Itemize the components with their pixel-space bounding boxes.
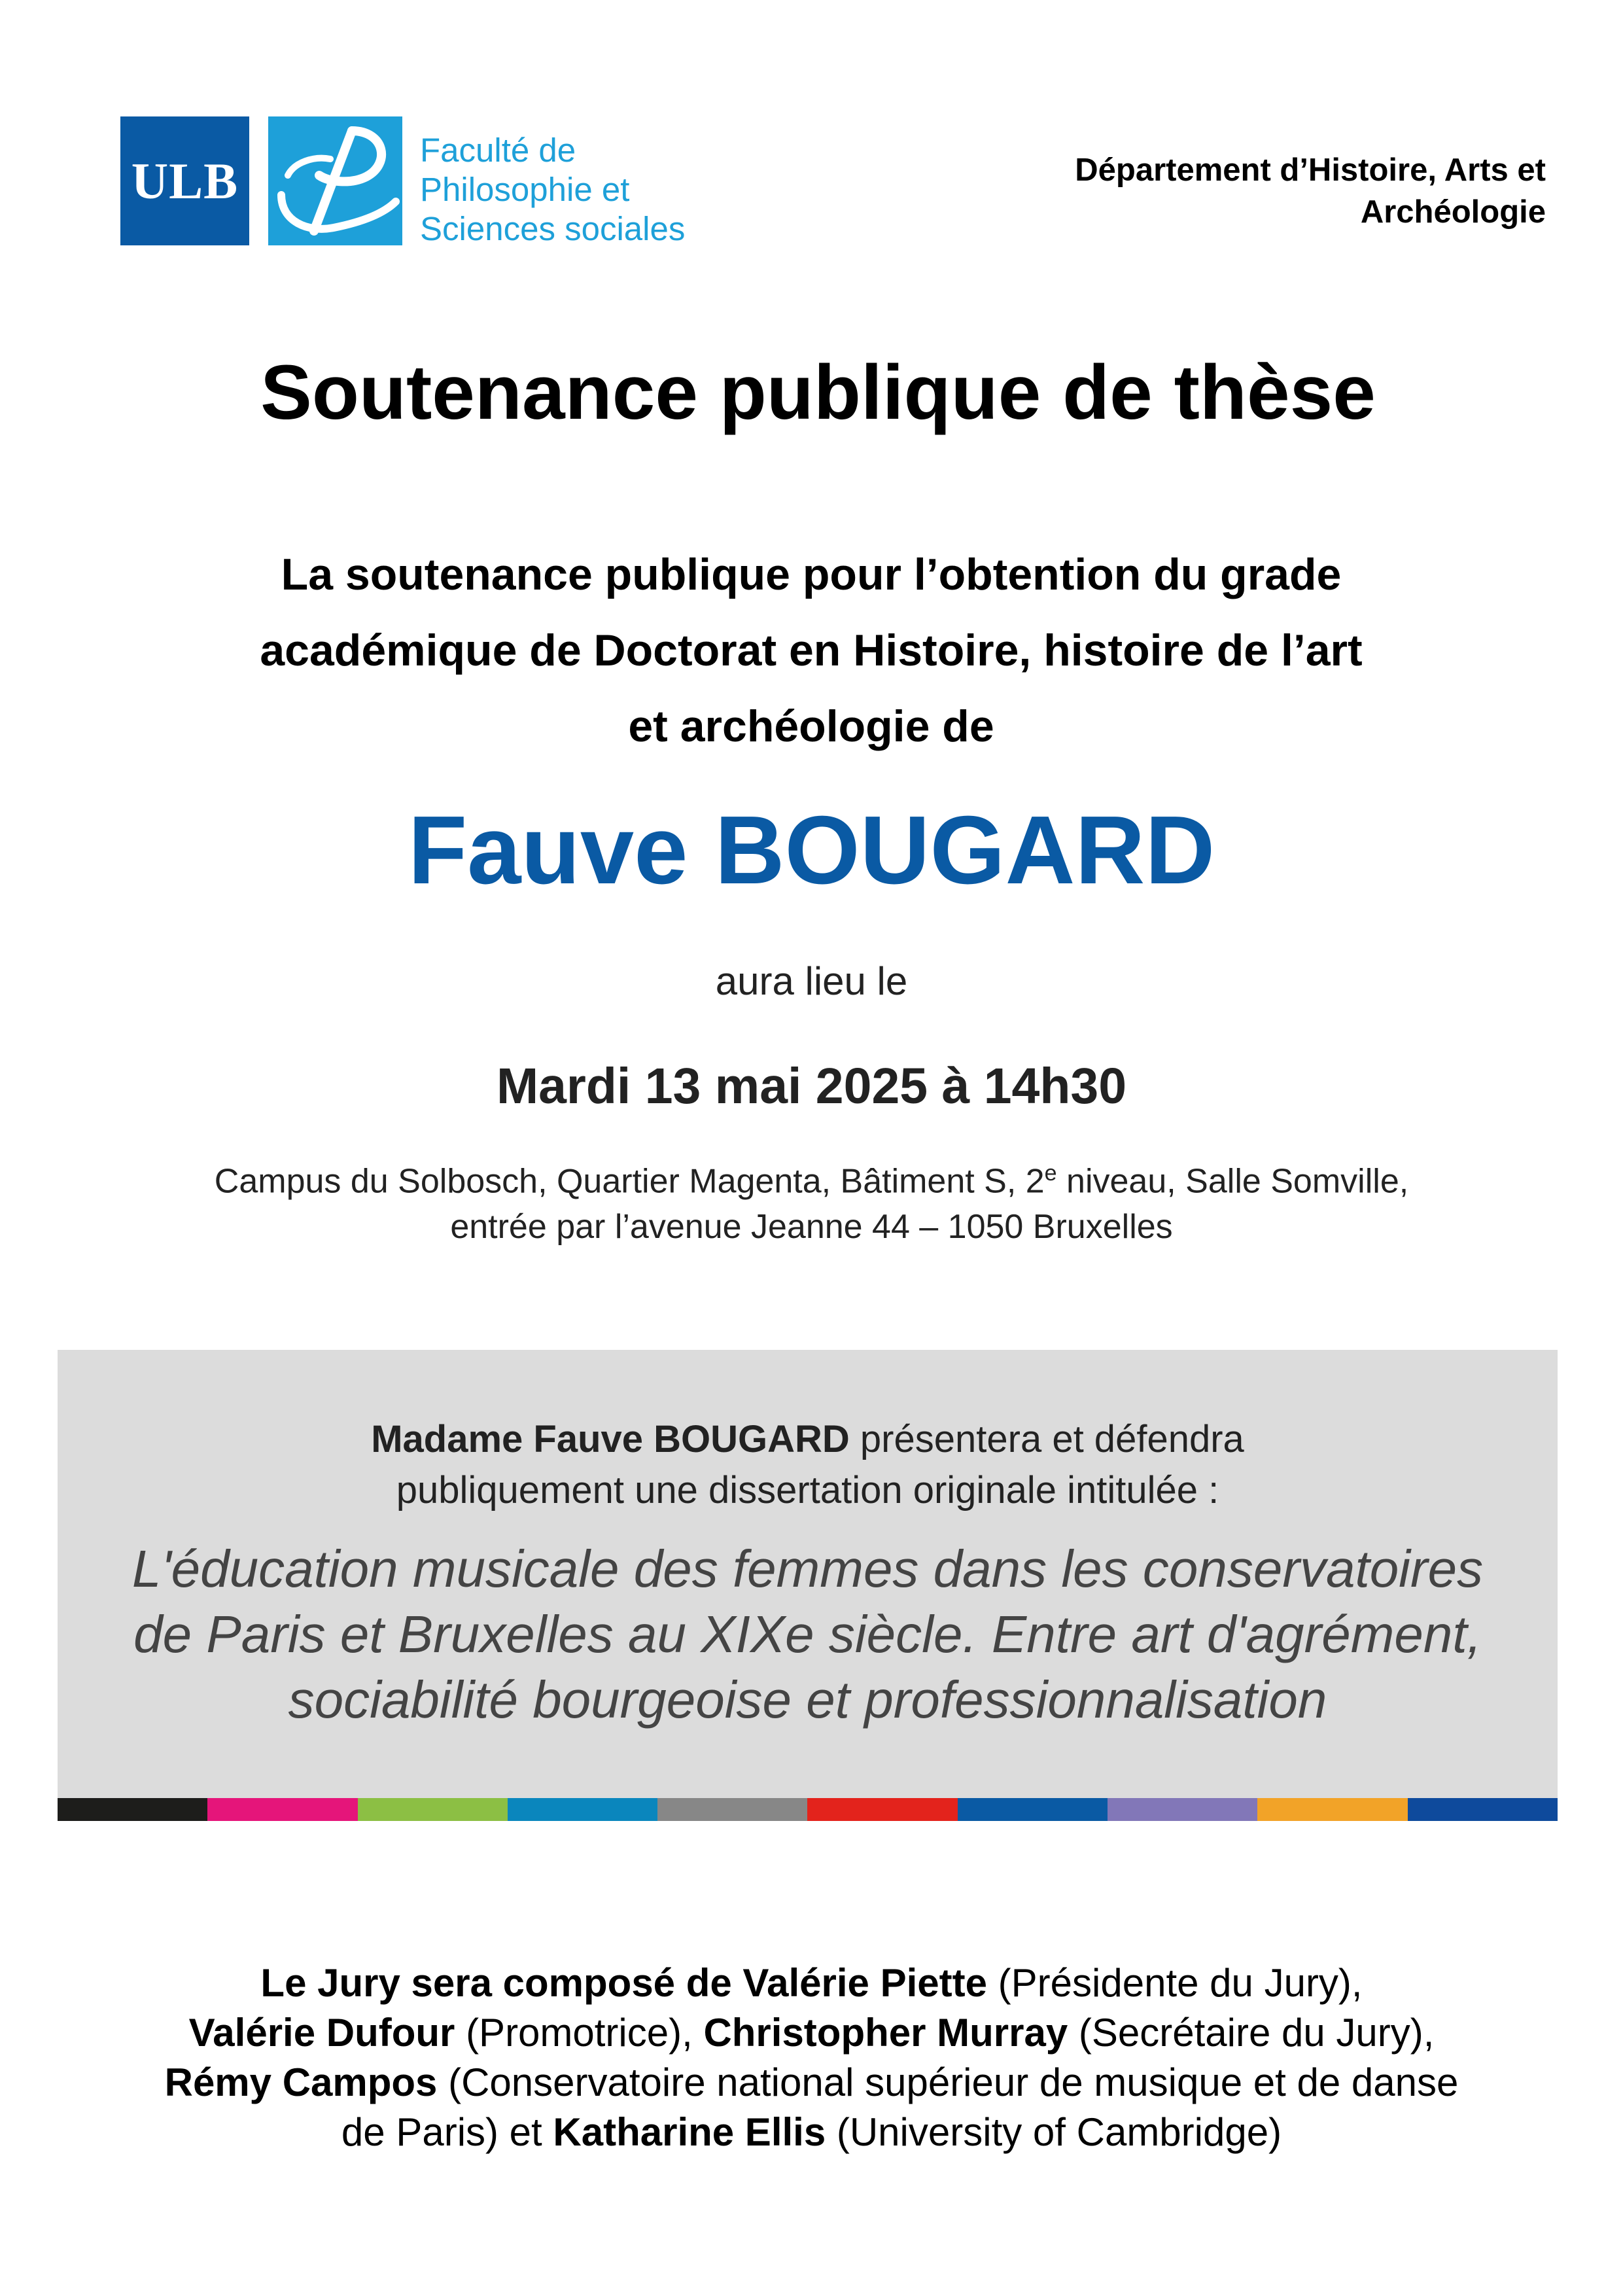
jury-line-4 bbox=[39, 2108, 1584, 2157]
jury-member-role: (Conservatoire national supérieur de musique et de danse bbox=[448, 2060, 1459, 2104]
thesis-title bbox=[71, 1536, 1544, 1733]
stripe-segment bbox=[1408, 1798, 1558, 1821]
stripe-segment bbox=[508, 1798, 657, 1821]
defense-date: Mardi 13 mai 2025 à 14h30 bbox=[496, 1058, 1127, 1114]
faculty-logo-mark bbox=[268, 116, 402, 245]
faculty-name bbox=[420, 131, 714, 249]
presenter-name: Madame Fauve BOUGARD bbox=[371, 1418, 850, 1460]
thesis-box bbox=[58, 1350, 1558, 1798]
intro-text: aura lieu le bbox=[715, 959, 908, 1003]
jury-member-name: Valérie Piette bbox=[742, 1961, 987, 2005]
candidate-name: Fauve BOUGARD bbox=[408, 796, 1215, 904]
stripe-segment bbox=[207, 1798, 357, 1821]
presentation-line-2: publiquement une dissertation originale intitulée : bbox=[396, 1469, 1219, 1511]
thesis-title-line: sociabilité bourgeoise et professionnalisation bbox=[288, 1670, 1327, 1729]
stripe-segment bbox=[1108, 1798, 1257, 1821]
stripe-segment bbox=[1257, 1798, 1407, 1821]
department-line: Archéologie bbox=[1360, 194, 1546, 230]
venue bbox=[98, 1150, 1525, 1250]
jury-member-role: (University of Cambridge) bbox=[836, 2110, 1282, 2154]
faculty-line: Philosophie et bbox=[420, 171, 630, 208]
stripe-segment bbox=[358, 1798, 508, 1821]
department-name bbox=[957, 149, 1546, 233]
stripe-segment bbox=[657, 1798, 807, 1821]
department-line: Département d’Histoire, Arts et bbox=[1075, 152, 1546, 188]
faculty-line: Sciences sociales bbox=[420, 210, 686, 247]
jury-line-1: Le Jury sera composé de Valérie Piette (Présidente du Jury), bbox=[260, 1961, 1363, 2005]
jury-member-name: Valérie Dufour bbox=[188, 2011, 455, 2055]
subtitle-line: La soutenance publique pour l’obtention du grade bbox=[281, 550, 1342, 599]
jury-member-name: Katharine Ellis bbox=[553, 2110, 826, 2154]
jury-member-role: (Secrétaire du Jury), bbox=[1078, 2011, 1435, 2055]
jury-line-3 bbox=[39, 2058, 1584, 2108]
faculty-p-icon bbox=[268, 116, 402, 245]
presentation-text bbox=[58, 1414, 1558, 1516]
stripe-segment bbox=[58, 1798, 207, 1821]
faculty-line: Faculté de bbox=[420, 132, 576, 169]
stripe-segment bbox=[807, 1798, 957, 1821]
venue-line-1: Campus du Solbosch, Quartier Magenta, Bâtiment S, 2e niveau, Salle Somville, bbox=[214, 1161, 1409, 1201]
jury-member-name: Rémy Campos bbox=[164, 2060, 438, 2104]
jury-member-name: Christopher Murray bbox=[703, 2011, 1068, 2055]
venue-line-2: entrée par l’avenue Jeanne 44 – 1050 Bruxelles bbox=[450, 1208, 1173, 1246]
ulb-logo bbox=[120, 116, 249, 245]
jury-member-role: (Promotrice), bbox=[466, 2011, 693, 2055]
jury-line-2 bbox=[39, 2008, 1584, 2058]
ulb-logo-text: ULB bbox=[131, 152, 239, 209]
jury-member-role: (Présidente du Jury), bbox=[998, 1961, 1363, 2005]
subtitle-line: et archéologie de bbox=[628, 701, 994, 751]
jury-member-role: de Paris) et bbox=[341, 2110, 542, 2154]
thesis-title-line: L'éducation musicale des femmes dans les conservatoires bbox=[131, 1540, 1484, 1598]
color-stripe bbox=[58, 1798, 1558, 1821]
thesis-title-line: de Paris et Bruxelles au XIXe siècle. Entre art d'agrément, bbox=[133, 1605, 1482, 1663]
subtitle-line: académique de Doctorat en Histoire, histoire de l’art bbox=[260, 626, 1363, 675]
presentation-line-1: Madame Fauve BOUGARD présentera et défendra bbox=[371, 1418, 1244, 1460]
stripe-segment bbox=[958, 1798, 1108, 1821]
page-title: Soutenance publique de thèse bbox=[260, 349, 1376, 436]
jury-composition bbox=[39, 1958, 1584, 2157]
subtitle bbox=[111, 537, 1511, 764]
